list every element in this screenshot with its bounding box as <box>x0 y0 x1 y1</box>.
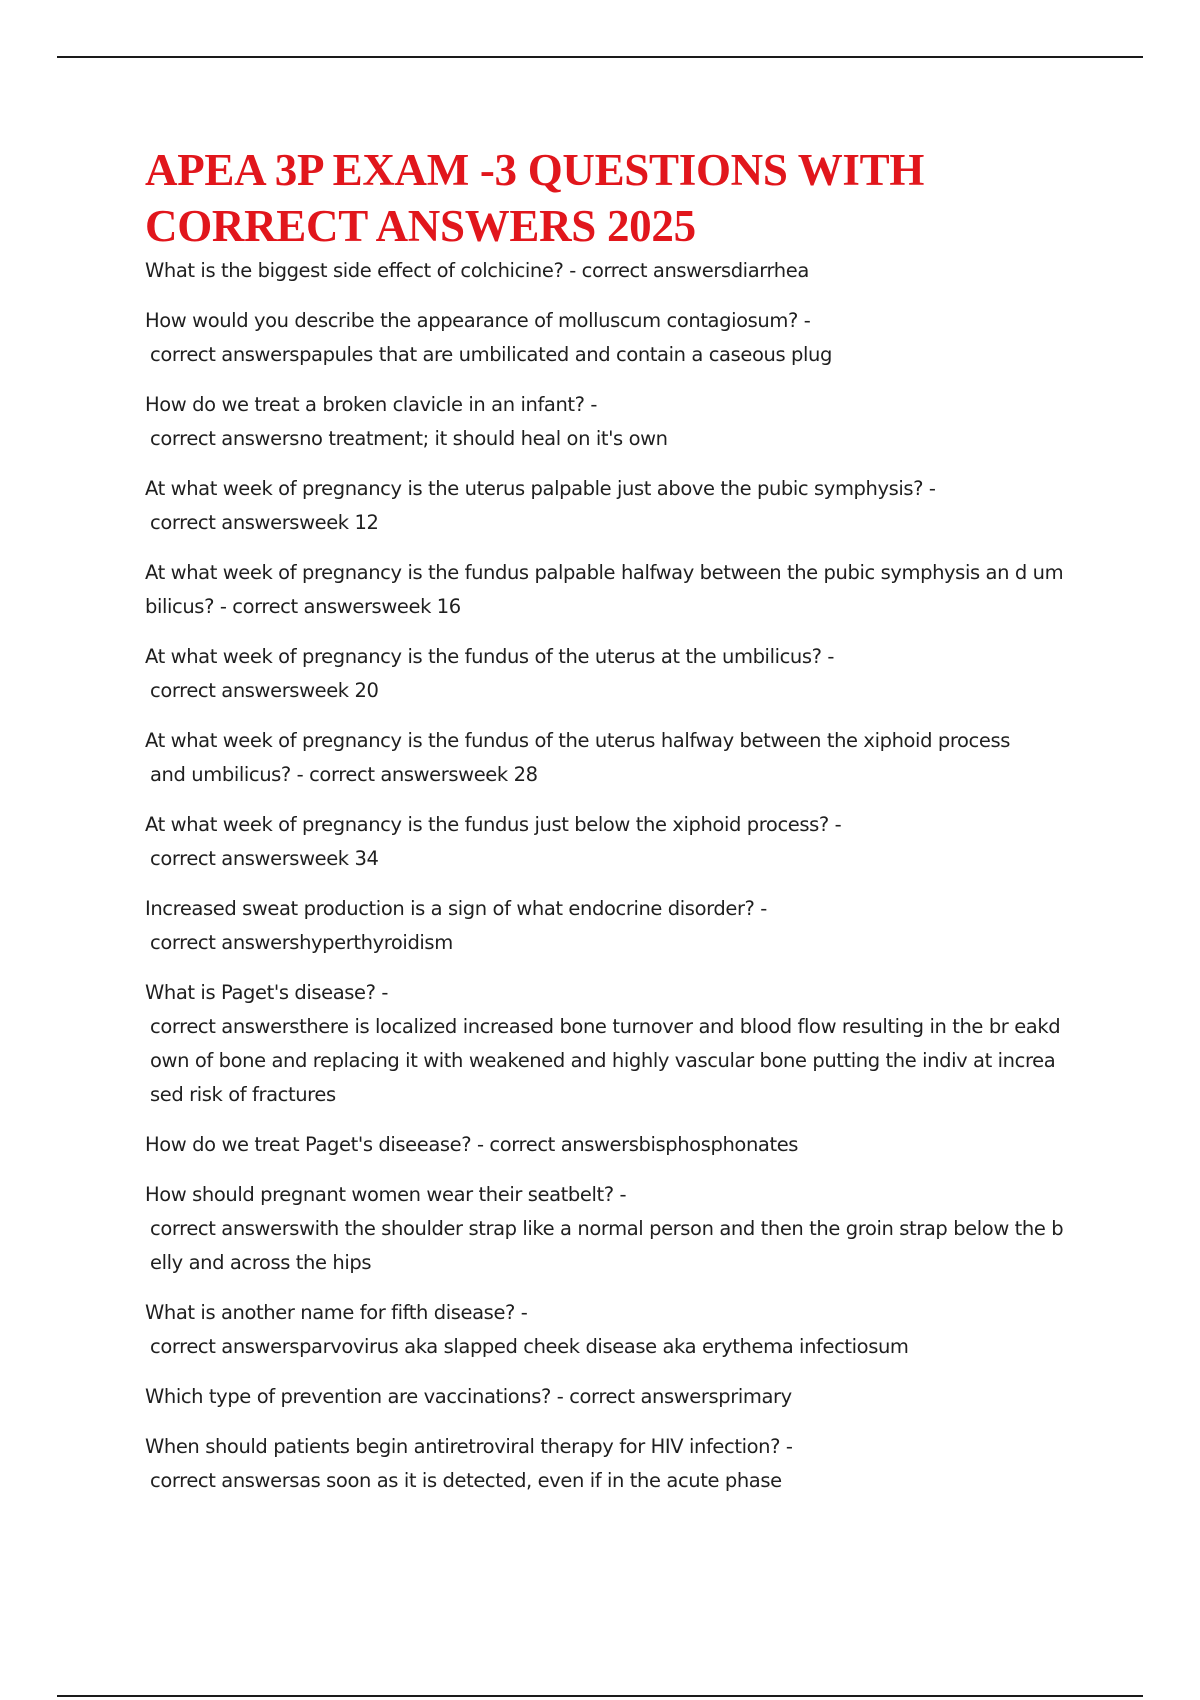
question-text: At what week of pregnancy is the fundus just below the xiphoid process? - <box>145 813 842 836</box>
footer-rule <box>57 1695 1143 1697</box>
qa-item <box>145 388 1065 456</box>
question-text: How would you describe the appearance of molluscum contagiosum? - <box>145 309 811 332</box>
question-text: What is Paget's disease? - <box>145 981 389 1004</box>
answer-text: correct answerswith the shoulder strap like a normal person and then the groin strap below the belly and across the hips <box>150 1217 1064 1274</box>
qa-item <box>145 640 1065 708</box>
qa-item <box>145 976 1065 1112</box>
answer-text: correct answersas soon as it is detected, even if in the acute phase <box>150 1469 782 1492</box>
question-text: At what week of pregnancy is the fundus palpable halfway between the pubic symphysis an d umbilicus? - correct answersweek 16 <box>145 561 1064 618</box>
qa-item <box>145 1178 1065 1280</box>
qa-item <box>145 1296 1065 1364</box>
answer-text: correct answerspapules that are umbilicated and contain a caseous plug <box>150 343 832 366</box>
question-text: Increased sweat production is a sign of what endocrine disorder? - <box>145 897 767 920</box>
document-body <box>145 142 1065 1514</box>
qa-item <box>145 472 1065 540</box>
qa-item <box>145 892 1065 960</box>
question-text: At what week of pregnancy is the fundus of the uterus at the umbilicus? - <box>145 645 835 668</box>
qa-item <box>145 304 1065 372</box>
qa-item <box>145 254 1065 288</box>
question-text: What is the biggest side effect of colchicine? - correct answersdiarrhea <box>145 259 809 282</box>
question-text: At what week of pregnancy is the fundus of the uterus halfway between the xiphoid process <box>145 729 1010 752</box>
answer-text: correct answersweek 20 <box>150 679 379 702</box>
qa-item <box>145 808 1065 876</box>
qa-item <box>145 556 1065 624</box>
question-text: At what week of pregnancy is the uterus palpable just above the pubic symphysis? - <box>145 477 936 500</box>
answer-text: correct answersthere is localized increased bone turnover and blood flow resulting in the br eakdown of bone and replacing it with weakened and highly vascular bone putting the indiv at increased risk of fractures <box>150 1015 1061 1106</box>
question-text: When should patients begin antiretroviral therapy for HIV infection? - <box>145 1435 793 1458</box>
document-title: APEA 3P EXAM -3 QUESTIONS WITH CORRECT ANSWERS 2025 <box>145 145 925 251</box>
qa-item <box>145 1430 1065 1498</box>
answer-text: and umbilicus? - correct answersweek 28 <box>150 763 538 786</box>
qa-item <box>145 1380 1065 1414</box>
question-text: How should pregnant women wear their seatbelt? - <box>145 1183 627 1206</box>
qa-item <box>145 724 1065 792</box>
answer-text: correct answersweek 34 <box>150 847 379 870</box>
question-text: How do we treat a broken clavicle in an infant? - <box>145 393 598 416</box>
question-text: Which type of prevention are vaccinations? - correct answersprimary <box>145 1385 792 1408</box>
answer-text: correct answershyperthyroidism <box>150 931 453 954</box>
header-rule <box>57 56 1143 58</box>
qa-item <box>145 1128 1065 1162</box>
answer-text: correct answersno treatment; it should heal on it's own <box>150 427 668 450</box>
question-text: What is another name for fifth disease? - <box>145 1301 528 1324</box>
qa-list <box>145 254 1065 1498</box>
answer-text: correct answersparvovirus aka slapped cheek disease aka erythema infectiosum <box>150 1335 909 1358</box>
question-text: How do we treat Paget's diseease? - correct answersbisphosphonates <box>145 1133 799 1156</box>
answer-text: correct answersweek 12 <box>150 511 379 534</box>
